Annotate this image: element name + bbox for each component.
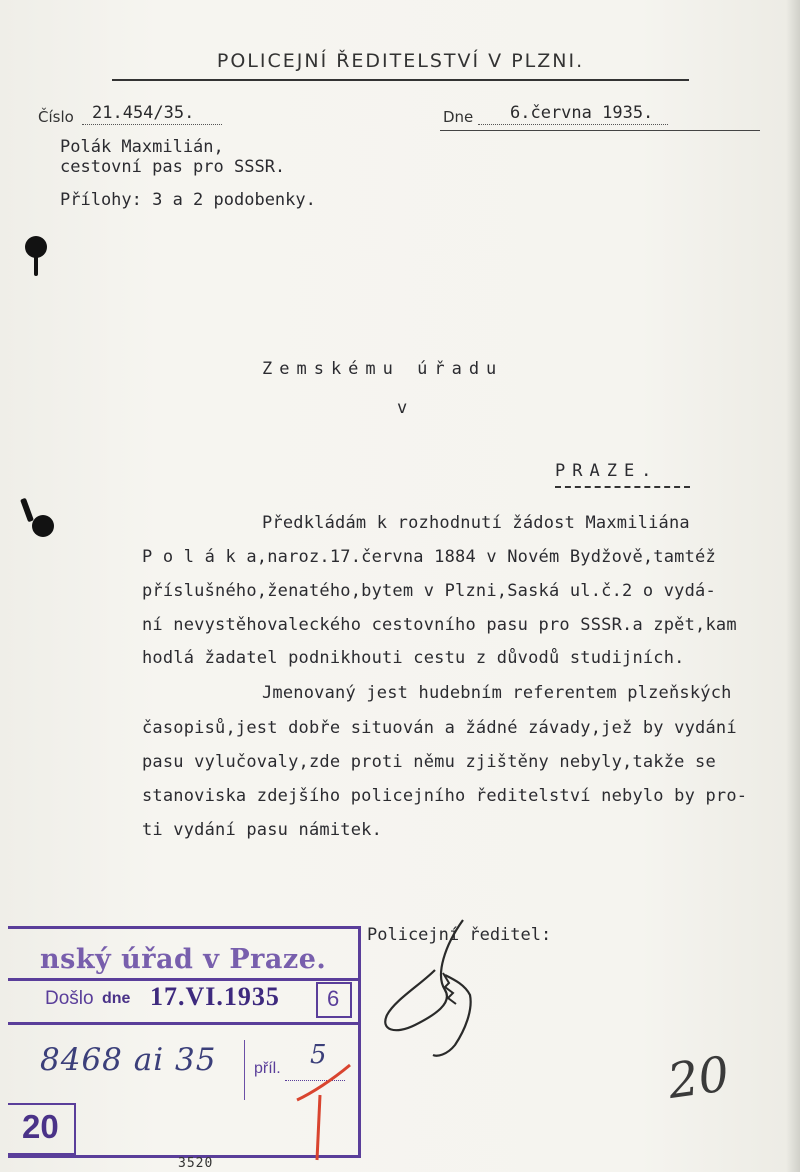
stamp-reference-number: 8468 ai 35 — [40, 1042, 217, 1078]
body-line: hodlá žadatel podnikhouti cestu z důvodů studijních. — [142, 648, 685, 668]
stamp-doslo-label: Došlo — [45, 988, 94, 1009]
stamp-dne-label: dne — [102, 990, 131, 1007]
body-line: ti vydání pasu námitek. — [142, 820, 383, 840]
addressee-preposition: v — [397, 398, 408, 418]
page-edge-strip — [786, 0, 800, 1172]
addressee-office: Zemskému úřadu — [262, 359, 504, 379]
dne-label: Dne — [443, 108, 474, 126]
stamp-office-name: nský úřad v Praze. — [40, 944, 327, 975]
body-line: stanoviska zdejšího policejního ředitelství nebylo by pro- — [142, 786, 748, 806]
stamp-bottom-number: 3520 — [178, 1156, 214, 1171]
stamp-divider — [8, 978, 361, 981]
stamp-box-number: 6 — [327, 986, 340, 1011]
handwritten-page-number: 20 — [664, 1046, 733, 1110]
stamp-count: 20 — [22, 1108, 59, 1145]
cislo-value: 21.454/35. — [92, 103, 195, 123]
handwritten-signature — [375, 915, 495, 1065]
dne-dotted-line — [478, 124, 668, 125]
punch-hole — [32, 515, 54, 537]
dne-value: 6.června 1935. — [510, 103, 654, 123]
subject-matter: cestovní pas pro SSSR. — [60, 157, 286, 177]
authority-header: POLICEJNÍ ŘEDITELSTVÍ V PLZNI. — [216, 50, 585, 72]
stamp-pril-value: 5 — [310, 1040, 327, 1070]
dne-rule — [440, 130, 760, 131]
stamp-divider — [8, 1022, 361, 1025]
stamp-pril-label: příl. — [254, 1060, 281, 1077]
cislo-dotted-line — [82, 124, 222, 125]
red-pencil-mark — [292, 1055, 362, 1165]
subject-name: Polák Maxmilián, — [60, 137, 224, 157]
body-line: časopisů,jest dobře situován a žádné závady,jež by vydání — [142, 718, 737, 738]
addressee-city: PRAZE. — [555, 461, 659, 481]
signature-label: Policejní ředitel: — [367, 925, 552, 945]
body-line: příslušného,ženatého,bytem v Plzni,Saská ul.č.2 o vydá- — [142, 581, 716, 601]
body-line: ní nevystěhovaleckého cestovního pasu pro SSSR.a zpět,kam — [142, 615, 737, 635]
attachments-line: Přílohy: 3 a 2 podobenky. — [60, 190, 316, 210]
body-line: pasu vylučovaly,zde proti němu zjištěny nebyly,takže se — [142, 752, 716, 772]
stamp-divider-vertical — [244, 1040, 245, 1100]
cislo-label: Číslo — [38, 108, 74, 126]
body-line: Předkládám k rozhodnutí žádost Maxmiliána — [262, 513, 690, 533]
body-line: P o l á k a,naroz.17.června 1884 v Novém Bydžově,tamtéž — [142, 547, 716, 567]
stamp-received-date: 17.VI.1935 — [150, 982, 280, 1011]
punch-hole-tear — [34, 254, 38, 276]
body-line: Jmenovaný jest hudebním referentem plzeňských — [262, 683, 732, 703]
header-underline — [112, 79, 689, 81]
addressee-city-underline — [555, 486, 690, 488]
